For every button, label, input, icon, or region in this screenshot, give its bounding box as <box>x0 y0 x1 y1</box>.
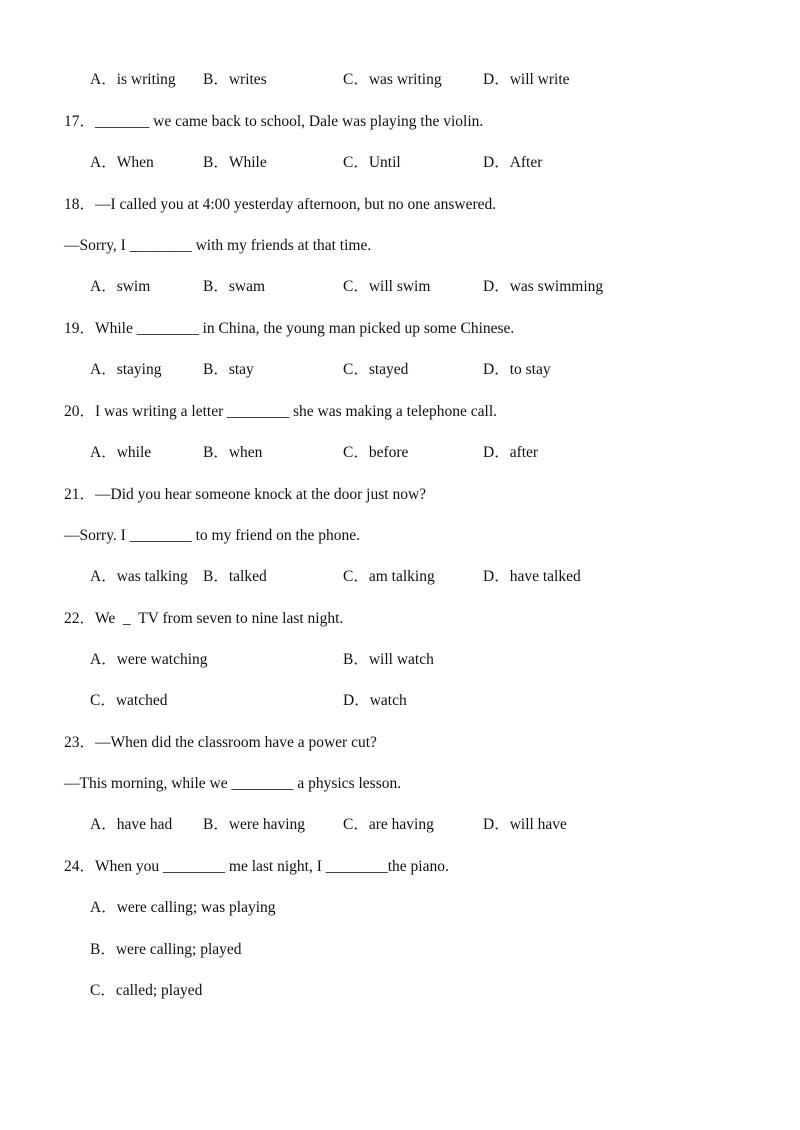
q18-stem-reply: —Sorry, I ________ with my friends at that time. <box>64 237 372 254</box>
q18-option-b[interactable]: B．swam <box>203 278 266 295</box>
q20-stem: 20．I was writing a letter ________ she was making a telephone call. <box>64 403 498 420</box>
q23-stem-reply: —This morning, while we ________ a physics lesson. <box>64 775 402 792</box>
q23-stem: 23．—When did the classroom have a power cut? <box>64 734 377 751</box>
q21-stem: 21．—Did you hear someone knock at the door just now? <box>64 486 427 503</box>
q19-option-a[interactable]: A．staying <box>90 361 162 378</box>
q20-option-a[interactable]: A．while <box>90 444 152 461</box>
q18-option-c[interactable]: C．will swim <box>343 278 431 295</box>
q17-option-a[interactable]: A．When <box>90 154 154 171</box>
q22-stem: 22．We _ TV from seven to nine last night. <box>64 610 344 627</box>
q20-option-b[interactable]: B．when <box>203 444 263 461</box>
q17-option-c[interactable]: C．Until <box>343 154 401 171</box>
q21-option-d[interactable]: D．have talked <box>483 568 581 585</box>
q17-option-d[interactable]: D．After <box>483 154 543 171</box>
q16-option-c[interactable]: C．was writing <box>343 71 442 88</box>
q24-stem: 24．When you ________ me last night, I ________the piano. <box>64 858 449 875</box>
q18-option-d[interactable]: D．was swimming <box>483 278 604 295</box>
q24-option-b[interactable]: B．were calling; played <box>90 941 242 958</box>
q19-stem: 19．While ________ in China, the young man picked up some Chinese. <box>64 320 515 337</box>
q18-stem: 18．—I called you at 4:00 yesterday afternoon, but no one answered. <box>64 196 497 213</box>
q16-option-a[interactable]: A．is writing <box>90 71 176 88</box>
q23-option-b[interactable]: B．were having <box>203 816 306 833</box>
q20-option-d[interactable]: D．after <box>483 444 539 461</box>
q21-option-c[interactable]: C．am talking <box>343 568 435 585</box>
q20-option-c[interactable]: C．before <box>343 444 409 461</box>
q18-option-a[interactable]: A．swim <box>90 278 151 295</box>
q24-option-c[interactable]: C．called; played <box>90 982 203 999</box>
q21-option-b[interactable]: B．talked <box>203 568 267 585</box>
q16-option-b[interactable]: B．writes <box>203 71 267 88</box>
q17-stem: 17．_______ we came back to school, Dale was playing the violin. <box>64 113 484 130</box>
q19-option-d[interactable]: D．to stay <box>483 361 551 378</box>
q23-option-d[interactable]: D．will have <box>483 816 567 833</box>
q23-option-a[interactable]: A．have had <box>90 816 173 833</box>
q22-option-b[interactable]: B．will watch <box>343 651 434 668</box>
q21-stem-reply: —Sorry. I ________ to my friend on the phone. <box>64 527 361 544</box>
q16-option-d[interactable]: D．will write <box>483 71 570 88</box>
q23-option-c[interactable]: C．are having <box>343 816 434 833</box>
q21-option-a[interactable]: A．was talking <box>90 568 188 585</box>
q22-option-d[interactable]: D．watch <box>343 692 407 709</box>
q22-option-a[interactable]: A．were watching <box>90 651 208 668</box>
q19-option-b[interactable]: B．stay <box>203 361 254 378</box>
q22-option-c[interactable]: C．watched <box>90 692 168 709</box>
q17-option-b[interactable]: B．While <box>203 154 267 171</box>
q19-option-c[interactable]: C．stayed <box>343 361 409 378</box>
q24-option-a[interactable]: A．were calling; was playing <box>90 899 276 916</box>
